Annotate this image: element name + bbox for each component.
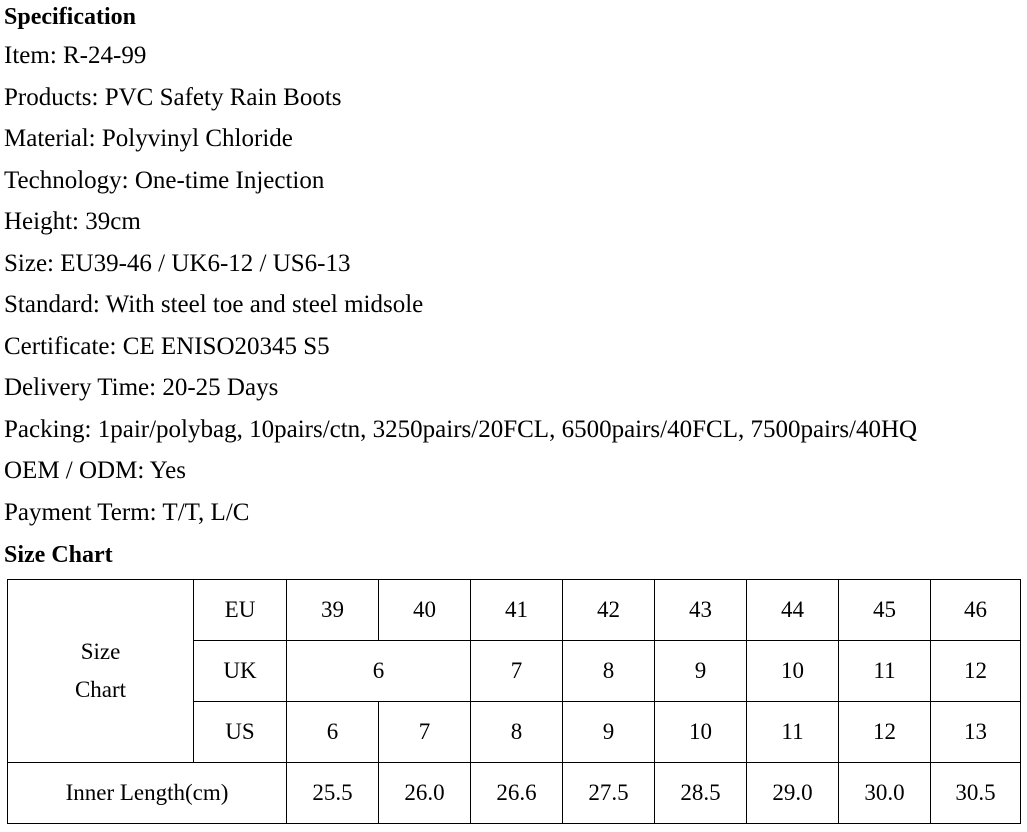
spec-certificate: Certificate: CE ENISO20345 S5 [4,333,330,360]
spec-standard: Standard: With steel toe and steel midsole [4,291,424,318]
us-label: US [194,702,287,763]
uk-size-cell: 11 [839,641,931,702]
inner-length-cell: 30.5 [931,763,1021,824]
spec-size: Size: EU39-46 / UK6-12 / US6-13 [4,250,351,277]
inner-length-cell: 30.0 [839,763,931,824]
uk-label: UK [194,641,287,702]
us-size-cell: 11 [747,702,839,763]
us-size-cell: 6 [287,702,379,763]
size-chart-table [7,579,1021,824]
inner-length-cell: 26.6 [471,763,563,824]
spec-payment-term: Payment Term: T/T, L/C [4,499,250,526]
us-size-cell: 13 [931,702,1021,763]
eu-size-cell: 46 [931,580,1021,641]
inner-length-cell: 27.5 [563,763,655,824]
uk-size-cell: 6 [287,641,471,702]
size-chart-row-header-line2: Chart [74,677,127,702]
us-size-cell: 8 [471,702,563,763]
uk-size-cell: 10 [747,641,839,702]
eu-size-cell: 45 [839,580,931,641]
uk-size-cell: 9 [655,641,747,702]
eu-size-cell: 43 [655,580,747,641]
eu-size-cell: 42 [563,580,655,641]
us-size-cell: 9 [563,702,655,763]
eu-label: EU [194,580,287,641]
specification-heading: Specification [4,4,136,30]
inner-length-label: Inner Length(cm) [8,763,287,824]
eu-size-cell: 40 [379,580,471,641]
spec-material: Material: Polyvinyl Chloride [4,125,293,152]
eu-size-cell: 44 [747,580,839,641]
us-size-cell: 7 [379,702,471,763]
eu-size-cell: 39 [287,580,379,641]
inner-length-cell: 25.5 [287,763,379,824]
spec-technology: Technology: One-time Injection [4,167,325,194]
inner-length-cell: 28.5 [655,763,747,824]
eu-size-cell: 41 [471,580,563,641]
inner-length-cell: 29.0 [747,763,839,824]
uk-size-cell: 8 [563,641,655,702]
spec-oem-odm: OEM / ODM: Yes [4,457,186,484]
spec-item: Item: R-24-99 [4,42,147,69]
uk-size-cell: 12 [931,641,1021,702]
size-chart-row-header-line1: Size [80,639,121,664]
spec-height: Height: 39cm [4,208,141,235]
table-row-inner-length [8,763,1021,824]
size-chart-heading: Size Chart [4,542,113,568]
spec-packing: Packing: 1pair/polybag, 10pairs/ctn, 3250pairs/20FCL, 6500pairs/40FCL, 7500pairs/40HQ [4,416,918,443]
us-size-cell: 12 [839,702,931,763]
spec-products: Products: PVC Safety Rain Boots [4,84,342,111]
inner-length-cell: 26.0 [379,763,471,824]
uk-size-cell: 7 [471,641,563,702]
spec-delivery-time: Delivery Time: 20-25 Days [4,374,279,401]
size-chart-row-header [8,580,194,763]
us-size-cell: 10 [655,702,747,763]
table-row-eu [8,580,1021,641]
